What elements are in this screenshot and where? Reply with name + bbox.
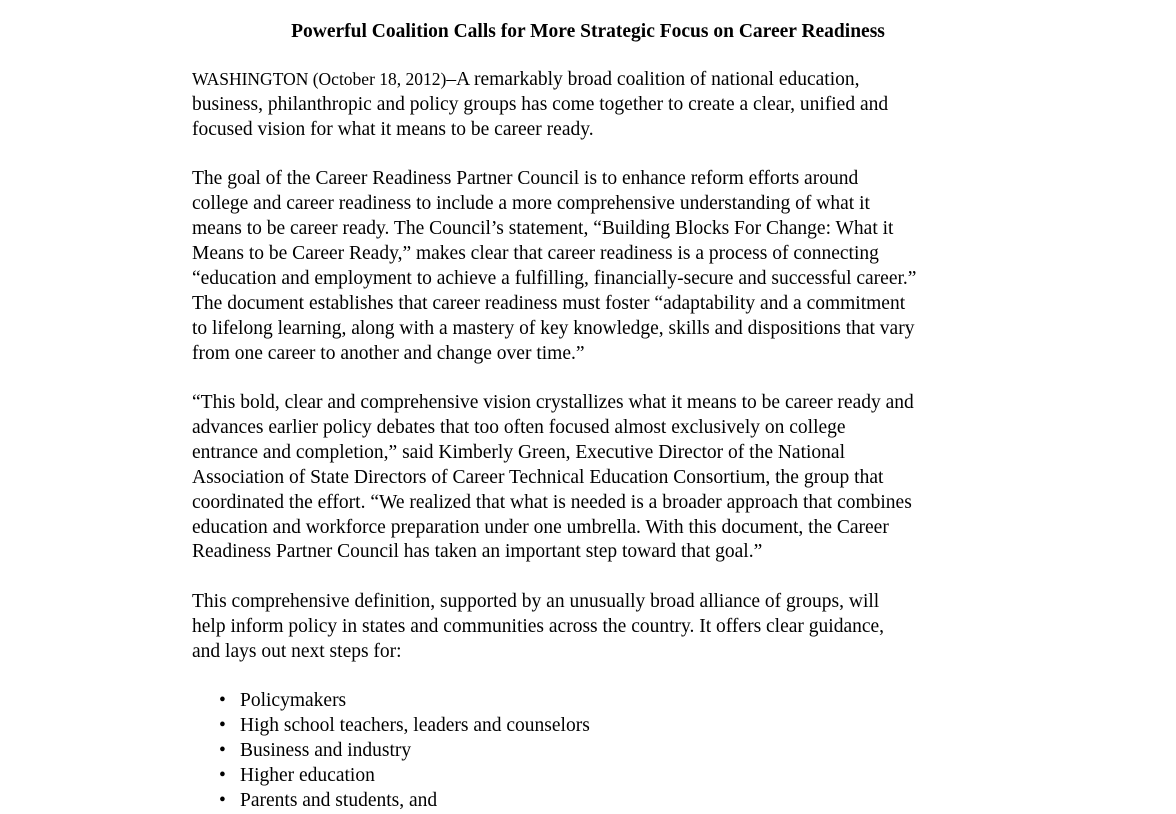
- paragraph-line: to lifelong learning, along with a mastery of key knowledge, skills and dispositions that vary: [192, 317, 915, 339]
- paragraph-2: [192, 167, 992, 366]
- bullet-icon: •: [219, 714, 226, 736]
- paragraph-line: focused vision for what it means to be career ready.: [192, 118, 594, 140]
- paragraph-line: coordinated the effort. “We realized that what is needed is a broader approach that combines: [192, 491, 912, 513]
- paragraph-line: help inform policy in states and communities across the country. It offers clear guidance,: [192, 615, 885, 637]
- list-item-text: Parents and students, and: [240, 789, 438, 811]
- list-item: [219, 789, 992, 814]
- paragraph-1: [192, 67, 992, 143]
- paragraph-line: Readiness Partner Council has taken an important step toward that goal.”: [192, 541, 763, 563]
- paragraph-4: [192, 590, 992, 665]
- paragraph-line: Means to be Career Ready,” makes clear that career readiness is a process of connecting: [192, 242, 879, 264]
- list-item: [219, 689, 992, 714]
- paragraph-line: business, philanthropic and policy groups has come together to create a clear, unified and: [192, 93, 889, 115]
- bullet-icon: •: [219, 789, 226, 811]
- document-title: Powerful Coalition Calls for More Strategic Focus on Career Readiness: [291, 21, 885, 42]
- paragraph-line: [192, 67, 992, 93]
- paragraph-line: This comprehensive definition, supported by an unusually broad alliance of groups, will: [192, 590, 880, 612]
- paragraph-line: “This bold, clear and comprehensive vision crystallizes what it means to be career ready and: [192, 391, 914, 413]
- list-item: [219, 764, 992, 789]
- paragraph-3: [192, 391, 992, 565]
- paragraph-line: means to be career ready. The Council’s statement, “Building Blocks For Change: What it: [192, 218, 894, 240]
- paragraph-line: “education and employment to achieve a fulfilling, financially-secure and successful career.”: [192, 267, 917, 289]
- paragraph-line: The goal of the Career Readiness Partner Council is to enhance reform efforts around: [192, 168, 859, 190]
- paragraph-line: from one career to another and change over time.”: [192, 342, 585, 364]
- paragraph-line-text: –A remarkably broad coalition of national education,: [446, 69, 860, 90]
- paragraph-line: Association of State Directors of Career Technical Education Consortium, the group that: [192, 466, 884, 488]
- list-item-text: Policymakers: [240, 690, 347, 712]
- list-item-text: Business and industry: [240, 739, 412, 761]
- document-body: [192, 67, 992, 814]
- paragraph-line: college and career readiness to include a more comprehensive understanding of what it: [192, 193, 870, 215]
- paragraph-line: entrance and completion,” said Kimberly Green, Executive Director of the National: [192, 441, 845, 463]
- paragraph-line: The document establishes that career readiness must foster “adaptability and a commitment: [192, 292, 906, 314]
- list-item: [219, 714, 992, 739]
- list-item-text: Higher education: [240, 764, 375, 786]
- dateline: WASHINGTON (October 18, 2012): [192, 69, 447, 89]
- list-item-text: High school teachers, leaders and counselors: [240, 714, 590, 736]
- bullet-icon: •: [219, 764, 226, 786]
- paragraph-line: education and workforce preparation under one umbrella. With this document, the Career: [192, 516, 889, 538]
- paragraph-line: advances earlier policy debates that too often focused almost exclusively on college: [192, 416, 846, 438]
- bullet-list: [192, 689, 992, 814]
- paragraph-line: and lays out next steps for:: [192, 640, 402, 662]
- list-item: [219, 739, 992, 764]
- bullet-icon: •: [219, 739, 226, 761]
- bullet-icon: •: [219, 690, 226, 712]
